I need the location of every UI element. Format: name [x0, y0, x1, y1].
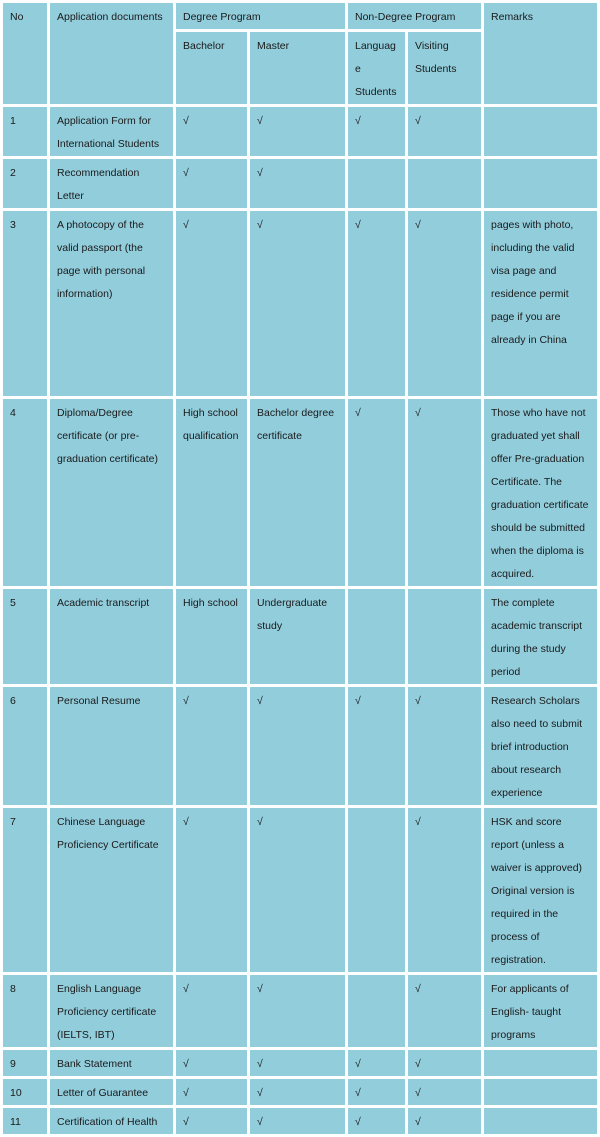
language-students-cell	[348, 975, 405, 1047]
remarks-cell	[484, 1079, 597, 1105]
bachelor-cell: √	[176, 159, 247, 208]
table-row	[3, 1108, 597, 1134]
master-cell: √	[250, 159, 345, 208]
bachelor-cell: √	[176, 975, 247, 1047]
master-cell: Undergraduate study	[250, 589, 345, 684]
master-cell: √	[250, 1079, 345, 1105]
header-bachelor: Bachelor	[176, 32, 247, 104]
row-number: 4	[3, 399, 47, 586]
document-name: Personal Resume	[50, 687, 173, 805]
remarks-cell: For applicants of English- taught programs	[484, 975, 597, 1047]
visiting-students-cell: √	[408, 399, 481, 586]
language-students-cell: √	[348, 1108, 405, 1134]
master-cell: √	[250, 1108, 345, 1134]
visiting-students-cell: √	[408, 975, 481, 1047]
header-master: Master	[250, 32, 345, 104]
language-students-cell: √	[348, 1079, 405, 1105]
master-cell: Bachelor degree certificate	[250, 399, 345, 586]
bachelor-cell: √	[176, 107, 247, 156]
master-cell: √	[250, 211, 345, 396]
table-row	[3, 589, 597, 684]
row-number: 10	[3, 1079, 47, 1105]
language-students-cell: √	[348, 107, 405, 156]
language-students-cell	[348, 589, 405, 684]
row-number: 8	[3, 975, 47, 1047]
master-cell: √	[250, 107, 345, 156]
document-name: Diploma/Degree certificate (or pre-graduation certificate)	[50, 399, 173, 586]
row-number: 9	[3, 1050, 47, 1076]
row-number: 6	[3, 687, 47, 805]
language-students-cell: √	[348, 211, 405, 396]
remarks-cell	[484, 159, 597, 208]
master-cell: √	[250, 687, 345, 805]
bachelor-cell: High school	[176, 589, 247, 684]
language-students-cell	[348, 159, 405, 208]
remarks-cell: The complete academic transcript during the study period	[484, 589, 597, 684]
visiting-students-cell: √	[408, 1108, 481, 1134]
table-row	[3, 399, 597, 586]
remarks-cell: HSK and score report (unless a waiver is approved) Original version is required in the process of registration.	[484, 808, 597, 972]
language-students-cell: √	[348, 687, 405, 805]
document-name: Academic transcript	[50, 589, 173, 684]
remarks-cell	[484, 1108, 597, 1134]
document-name: Application Form for International Students	[50, 107, 173, 156]
header-row-1	[3, 3, 597, 29]
document-name: Bank Statement	[50, 1050, 173, 1076]
language-students-cell: √	[348, 399, 405, 586]
remarks-cell	[484, 1050, 597, 1076]
header-remarks: Remarks	[484, 3, 597, 104]
document-name: Recommendation Letter	[50, 159, 173, 208]
row-number: 5	[3, 589, 47, 684]
header-documents: Application documents	[50, 3, 173, 104]
visiting-students-cell: √	[408, 687, 481, 805]
document-name: Chinese Language Proficiency Certificate	[50, 808, 173, 972]
header-non-degree-program: Non-Degree Program	[348, 3, 481, 29]
remarks-cell: Those who have not graduated yet shall offer Pre-graduation Certificate. The graduation certificate should be submitted when the diploma is acquired.	[484, 399, 597, 586]
bachelor-cell: √	[176, 1050, 247, 1076]
header-language-students: Language Students	[348, 32, 405, 104]
master-cell: √	[250, 975, 345, 1047]
visiting-students-cell: √	[408, 1079, 481, 1105]
table-row	[3, 1050, 597, 1076]
header-visiting-students: Visiting Students	[408, 32, 481, 104]
row-number: 1	[3, 107, 47, 156]
remarks-cell: pages with photo, including the valid visa page and residence permit page if you are already in China	[484, 211, 597, 396]
row-number: 11	[3, 1108, 47, 1134]
visiting-students-cell	[408, 589, 481, 684]
document-name: A photocopy of the valid passport (the page with personal information)	[50, 211, 173, 396]
remarks-cell	[484, 107, 597, 156]
table-row	[3, 687, 597, 805]
bachelor-cell: √	[176, 1108, 247, 1134]
table-row	[3, 975, 597, 1047]
header-no: No	[3, 3, 47, 104]
master-cell: √	[250, 808, 345, 972]
visiting-students-cell: √	[408, 808, 481, 972]
remarks-cell: Research Scholars also need to submit brief introduction about research experience	[484, 687, 597, 805]
bachelor-cell: √	[176, 1079, 247, 1105]
language-students-cell: √	[348, 1050, 405, 1076]
header-degree-program: Degree Program	[176, 3, 345, 29]
table-row	[3, 159, 597, 208]
table-row	[3, 808, 597, 972]
visiting-students-cell: √	[408, 107, 481, 156]
document-name: Letter of Guarantee	[50, 1079, 173, 1105]
bachelor-cell: √	[176, 687, 247, 805]
bachelor-cell: High school qualification	[176, 399, 247, 586]
table-row	[3, 211, 597, 396]
visiting-students-cell: √	[408, 1050, 481, 1076]
row-number: 2	[3, 159, 47, 208]
bachelor-cell: √	[176, 211, 247, 396]
table-row	[3, 1079, 597, 1105]
document-name: Certification of Health	[50, 1108, 173, 1134]
visiting-students-cell: √	[408, 211, 481, 396]
master-cell: √	[250, 1050, 345, 1076]
table-row	[3, 107, 597, 156]
language-students-cell	[348, 808, 405, 972]
document-name: English Language Proficiency certificate (IELTS, IBT)	[50, 975, 173, 1047]
bachelor-cell: √	[176, 808, 247, 972]
row-number: 7	[3, 808, 47, 972]
visiting-students-cell	[408, 159, 481, 208]
row-number: 3	[3, 211, 47, 396]
